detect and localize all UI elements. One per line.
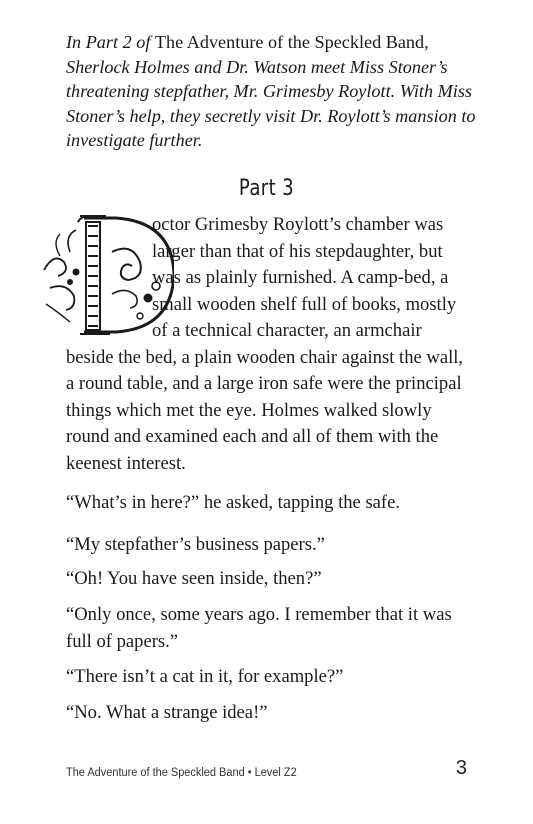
part-heading: Part 3 — [238, 176, 295, 201]
intro-rest: , Sherlock Holmes and Dr. Watson meet Miss Stoner’s threatening stepfather, Mr. Grimesby Roylott. With Miss Stoner’s help, they secretly visit Dr. Roylott’s mansion to investigate further. — [66, 32, 476, 151]
dialogue-line: “There isn’t a cat in it, for example?” — [66, 666, 344, 687]
intro-book-title: The Adventure of the Speckled Band — [154, 32, 425, 52]
main-narrative — [66, 212, 466, 477]
page-number: 3 — [455, 757, 467, 779]
footer-book-title: The Adventure of the Speckled Band • Level Z2 — [66, 765, 297, 779]
dialogue-line: “My stepfather’s business papers.” — [66, 534, 325, 555]
intro-lead: In Part 2 of — [66, 32, 155, 52]
dialogue-line: “No. What a strange idea!” — [66, 702, 268, 723]
intro-summary — [66, 30, 486, 153]
dropcap-spacer — [40, 212, 152, 340]
dialogue-line: “Only once, some years ago. I remember that it was full of papers.” — [66, 604, 452, 652]
first-paragraph: octor Grimesby Roylott’s chamber was larger than that of his stepdaughter, but was as plainly furnished. A camp-bed, a small wooden shelf full of books, mostly of a technical character, an armchair beside the bed, a plain wooden chair against the wall, a round table, and a large iron safe were the principal things which met the eye. Holmes walked slowly round and examined each and all of them with the keenest interest. — [66, 214, 464, 474]
dialogue-line: “What’s in here?” he asked, tapping the safe. — [66, 492, 401, 513]
dialogue-line: “Oh! You have seen inside, then?” — [66, 568, 322, 589]
